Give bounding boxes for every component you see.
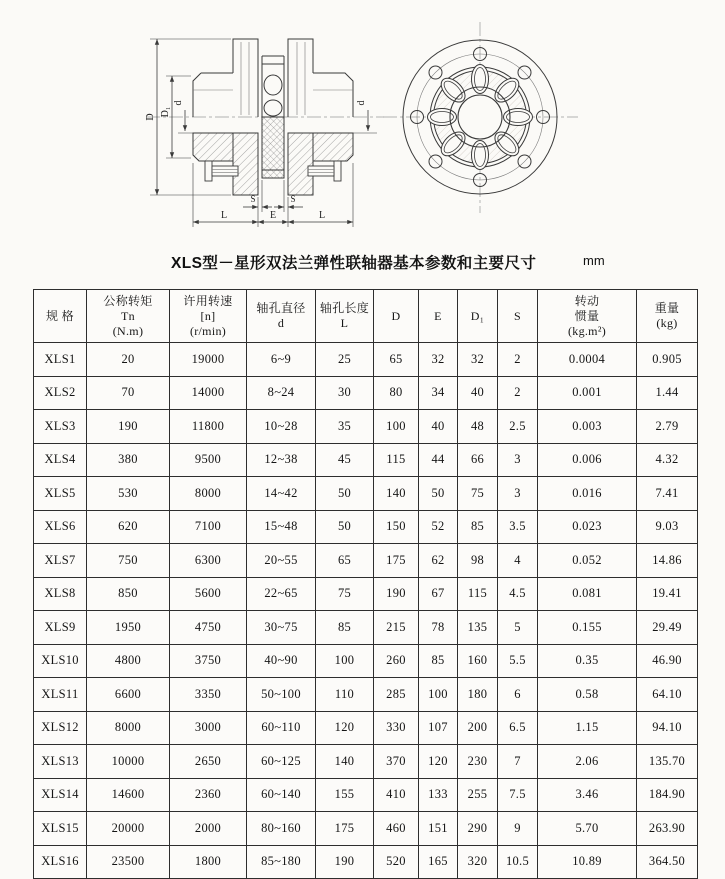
cell-speed: 5600 [170,577,247,611]
cell-D1: 40 [458,376,498,410]
dimension-label-E: E [269,210,277,221]
cell-D: 150 [374,510,419,544]
column-header-speed: 许用转速 [n] (r/min) [170,290,247,343]
table-body [34,343,698,879]
cell-E: 133 [419,778,458,812]
cell-spec: XLS10 [34,644,87,678]
cell-torque: 750 [87,544,170,578]
cell-speed: 14000 [170,376,247,410]
cell-inertia: 10.89 [538,845,637,879]
cell-torque: 10000 [87,745,170,779]
cell-S: 10.5 [498,845,538,879]
cell-E: 52 [419,510,458,544]
page-title: XLS型－星形双法兰弹性联轴器基本参数和主要尺寸 [171,255,537,272]
table-row [34,745,698,779]
cell-D: 215 [374,611,419,645]
cell-torque: 8000 [87,711,170,745]
cell-torque: 70 [87,376,170,410]
table-row [34,711,698,745]
cell-speed: 1800 [170,845,247,879]
cell-S: 3.5 [498,510,538,544]
cell-E: 40 [419,410,458,444]
cell-inertia: 5.70 [538,812,637,846]
cell-D1: 66 [458,443,498,477]
column-header-S: S [498,290,538,343]
cell-speed: 2650 [170,745,247,779]
cell-bore: 20~55 [247,544,316,578]
cell-length: 75 [316,577,374,611]
unit-label: mm [583,253,605,268]
cell-S: 4 [498,544,538,578]
cell-speed: 7100 [170,510,247,544]
cell-weight: 19.41 [637,577,698,611]
column-header-length: 轴孔长度 L [316,290,374,343]
cell-D: 65 [374,343,419,377]
cell-E: 107 [419,711,458,745]
cell-spec: XLS12 [34,711,87,745]
table-row [34,410,698,444]
cell-E: 85 [419,644,458,678]
table-row [34,678,698,712]
cell-bore: 22~65 [247,577,316,611]
cell-E: 78 [419,611,458,645]
column-header-torque: 公称转矩 Tn (N.m) [87,290,170,343]
table-row [34,510,698,544]
cell-S: 2.5 [498,410,538,444]
cell-weight: 94.10 [637,711,698,745]
dimension-label-d-left: d [173,100,184,106]
table-row [34,477,698,511]
cell-D: 370 [374,745,419,779]
cell-length: 25 [316,343,374,377]
cell-weight: 0.905 [637,343,698,377]
cell-weight: 4.32 [637,443,698,477]
cell-D: 175 [374,544,419,578]
cell-spec: XLS9 [34,611,87,645]
cell-weight: 2.79 [637,410,698,444]
cell-torque: 1950 [87,611,170,645]
cell-spec: XLS8 [34,577,87,611]
cell-spec: XLS2 [34,376,87,410]
cell-D: 115 [374,443,419,477]
column-header-spec: 规 格 [34,290,87,343]
coupling-drawing-svg [0,0,725,250]
cell-speed: 3750 [170,644,247,678]
cell-D1: 200 [458,711,498,745]
cell-speed: 19000 [170,343,247,377]
cell-length: 190 [316,845,374,879]
cell-length: 45 [316,443,374,477]
cell-D: 520 [374,845,419,879]
cell-D: 100 [374,410,419,444]
column-header-bore: 轴孔直径 d [247,290,316,343]
cell-weight: 64.10 [637,678,698,712]
table-row [34,343,698,377]
cell-spec: XLS3 [34,410,87,444]
dimension-label-S-left: S [250,194,256,204]
cell-spec: XLS4 [34,443,87,477]
cell-S: 5 [498,611,538,645]
cell-bore: 60~110 [247,711,316,745]
table-row [34,376,698,410]
cell-D: 330 [374,711,419,745]
cell-S: 3 [498,443,538,477]
cell-D1: 180 [458,678,498,712]
cell-D1: 85 [458,510,498,544]
cell-torque: 380 [87,443,170,477]
cell-inertia: 0.006 [538,443,637,477]
cell-bore: 40~90 [247,644,316,678]
cell-bore: 30~75 [247,611,316,645]
cell-inertia: 0.35 [538,644,637,678]
cell-S: 9 [498,812,538,846]
spec-table [33,289,698,879]
cell-D: 410 [374,778,419,812]
cell-E: 165 [419,845,458,879]
cell-D: 285 [374,678,419,712]
cell-length: 100 [316,644,374,678]
cell-spec: XLS6 [34,510,87,544]
cell-bore: 50~100 [247,678,316,712]
cell-length: 155 [316,778,374,812]
cell-bore: 12~38 [247,443,316,477]
column-header-E: E [419,290,458,343]
cell-speed: 3350 [170,678,247,712]
section-view [145,39,384,227]
cell-D1: 75 [458,477,498,511]
cell-weight: 9.03 [637,510,698,544]
cell-spec: XLS15 [34,812,87,846]
column-header-D1: D₁ [458,290,498,343]
table-row [34,778,698,812]
cell-D: 460 [374,812,419,846]
cell-length: 175 [316,812,374,846]
cell-length: 50 [316,510,374,544]
cell-length: 65 [316,544,374,578]
cell-speed: 4750 [170,611,247,645]
cell-D1: 230 [458,745,498,779]
dimension-label-D1: D₁ [160,106,171,118]
column-header-weight: 重量 (kg) [637,290,698,343]
cell-D: 80 [374,376,419,410]
cell-S: 2 [498,376,538,410]
cell-spec: XLS1 [34,343,87,377]
cell-torque: 23500 [87,845,170,879]
cell-length: 30 [316,376,374,410]
cell-inertia: 0.052 [538,544,637,578]
cell-bore: 80~160 [247,812,316,846]
cell-E: 100 [419,678,458,712]
cell-D1: 290 [458,812,498,846]
cell-D1: 320 [458,845,498,879]
bore-circle [458,95,502,139]
cell-bore: 6~9 [247,343,316,377]
cell-weight: 184.90 [637,778,698,812]
cell-D1: 135 [458,611,498,645]
cell-spec: XLS14 [34,778,87,812]
column-header-inertia: 转动 惯量 (kg.m²) [538,290,637,343]
cell-D1: 115 [458,577,498,611]
cell-torque: 20 [87,343,170,377]
cell-speed: 3000 [170,711,247,745]
cell-weight: 263.90 [637,812,698,846]
cell-torque: 190 [87,410,170,444]
cell-spec: XLS7 [34,544,87,578]
dimension-label-S-right: S [290,194,296,204]
cell-D: 140 [374,477,419,511]
dimension-label-D: D [145,113,156,121]
cell-speed: 6300 [170,544,247,578]
cell-weight: 14.86 [637,544,698,578]
cell-bore: 85~180 [247,845,316,879]
dimension-label-d-right: d [356,100,367,106]
cell-torque: 620 [87,510,170,544]
cell-spec: XLS16 [34,845,87,879]
cell-inertia: 0.016 [538,477,637,511]
cell-S: 7 [498,745,538,779]
cell-bore: 60~125 [247,745,316,779]
cell-torque: 6600 [87,678,170,712]
cell-bore: 60~140 [247,778,316,812]
cell-D1: 48 [458,410,498,444]
cell-inertia: 1.15 [538,711,637,745]
cell-torque: 4800 [87,644,170,678]
cell-bore: 14~42 [247,477,316,511]
cell-E: 120 [419,745,458,779]
table-row [34,443,698,477]
cell-E: 50 [419,477,458,511]
cell-inertia: 0.003 [538,410,637,444]
cell-inertia: 2.06 [538,745,637,779]
cell-length: 120 [316,711,374,745]
cell-D1: 32 [458,343,498,377]
cell-spec: XLS13 [34,745,87,779]
cell-speed: 9500 [170,443,247,477]
cell-weight: 364.50 [637,845,698,879]
cell-E: 44 [419,443,458,477]
cell-length: 140 [316,745,374,779]
cell-S: 5.5 [498,644,538,678]
dimension-label-L-left: L [220,210,228,221]
cell-length: 50 [316,477,374,511]
cell-inertia: 0.081 [538,577,637,611]
title-row [0,251,725,273]
cell-bore: 15~48 [247,510,316,544]
cell-E: 151 [419,812,458,846]
cell-speed: 2360 [170,778,247,812]
table-row [34,812,698,846]
cell-bore: 8~24 [247,376,316,410]
front-view [383,22,578,213]
cell-S: 6.5 [498,711,538,745]
cell-length: 85 [316,611,374,645]
column-header-D: D [374,290,419,343]
cell-inertia: 0.001 [538,376,637,410]
cell-inertia: 3.46 [538,778,637,812]
cell-D1: 160 [458,644,498,678]
cell-torque: 850 [87,577,170,611]
cell-speed: 8000 [170,477,247,511]
cell-D1: 98 [458,544,498,578]
cell-weight: 1.44 [637,376,698,410]
table-row [34,611,698,645]
cell-weight: 46.90 [637,644,698,678]
coupling-drawing [0,0,725,250]
table-row [34,845,698,879]
cell-S: 6 [498,678,538,712]
cell-E: 62 [419,544,458,578]
cell-speed: 2000 [170,812,247,846]
cell-weight: 29.49 [637,611,698,645]
cell-weight: 7.41 [637,477,698,511]
dimension-label-L-right: L [318,210,326,221]
cell-weight: 135.70 [637,745,698,779]
cell-S: 4.5 [498,577,538,611]
cell-D: 190 [374,577,419,611]
table-row [34,644,698,678]
cell-bore: 10~28 [247,410,316,444]
cell-S: 2 [498,343,538,377]
cell-D1: 255 [458,778,498,812]
cell-torque: 20000 [87,812,170,846]
table-header-row [34,290,698,343]
cell-speed: 11800 [170,410,247,444]
cell-D: 260 [374,644,419,678]
cell-length: 110 [316,678,374,712]
cell-E: 34 [419,376,458,410]
cell-torque: 14600 [87,778,170,812]
cell-inertia: 0.0004 [538,343,637,377]
cell-E: 32 [419,343,458,377]
cell-inertia: 0.155 [538,611,637,645]
cell-torque: 530 [87,477,170,511]
cell-S: 3 [498,477,538,511]
cell-spec: XLS11 [34,678,87,712]
cell-length: 35 [316,410,374,444]
cell-inertia: 0.023 [538,510,637,544]
cell-S: 7.5 [498,778,538,812]
table-row [34,544,698,578]
table-row [34,577,698,611]
cell-inertia: 0.58 [538,678,637,712]
cell-spec: XLS5 [34,477,87,511]
cell-E: 67 [419,577,458,611]
